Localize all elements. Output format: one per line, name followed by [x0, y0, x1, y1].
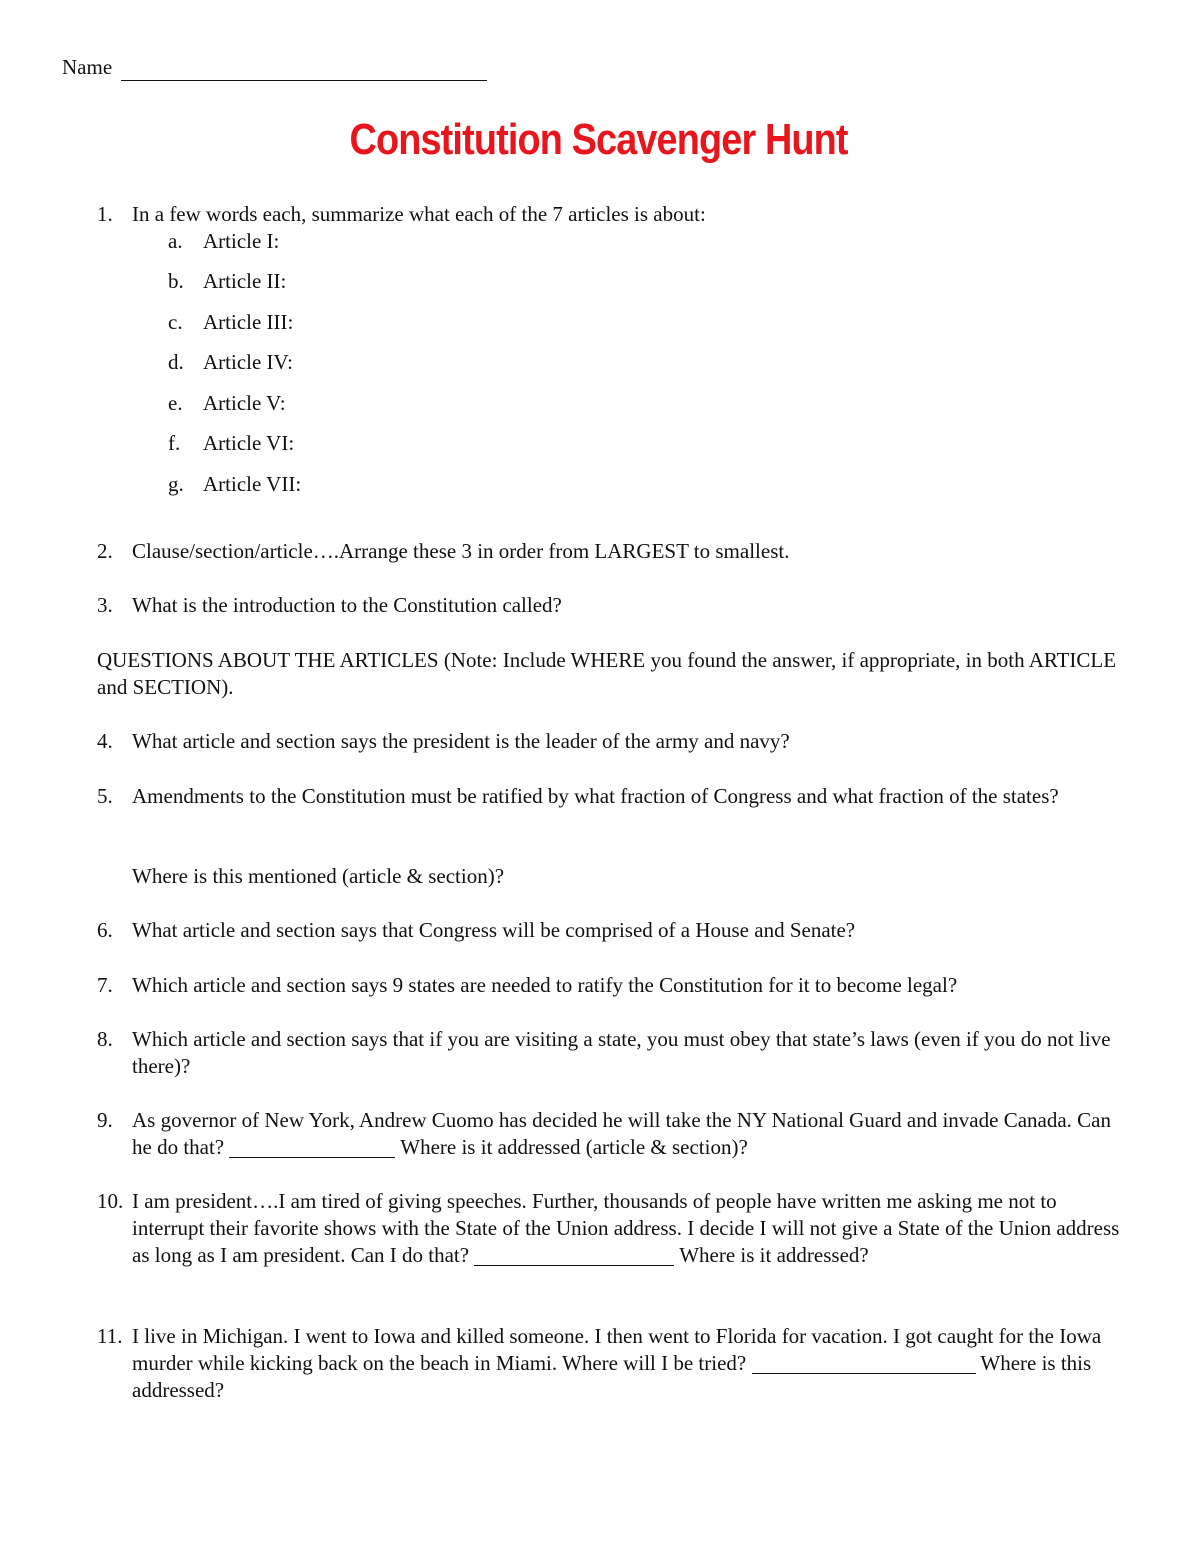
- article-item: [168, 471, 301, 498]
- article-item: [168, 390, 286, 417]
- question-text-part: I am president….I am tired of giving speeches. Further, thousands of people have written me asking me not to interrupt their favorite shows with the State of the Union address. I decide I will not give a State of the Union address as long as I am president. Can I do that?: [132, 1189, 1120, 1267]
- question-number: 6.: [97, 918, 113, 942]
- question-8: [97, 1026, 1122, 1080]
- question-number: 10.: [97, 1189, 124, 1213]
- item-letter: a.: [168, 229, 183, 253]
- question-number: 5.: [97, 784, 113, 808]
- question-text: What article and section says the president is the leader of the army and navy?: [132, 729, 790, 753]
- question-7: [97, 972, 1122, 999]
- question-number: 3.: [97, 593, 113, 617]
- name-blank[interactable]: [121, 58, 487, 81]
- item-label: Article I:: [203, 229, 280, 253]
- item-letter: d.: [168, 350, 184, 374]
- question-text-part: I live in Michigan. I went to Iowa and killed someone. I then went to Florida for vacation. I got caught for the Iowa murder while kicking back on the beach in Miami. Where will I be tried?: [132, 1324, 1102, 1375]
- question-text: Which article and section says 9 states are needed to ratify the Constitution for it to become legal?: [132, 973, 958, 997]
- question-9: [97, 1107, 1122, 1161]
- item-letter: f.: [168, 431, 181, 455]
- section-note: QUESTIONS ABOUT THE ARTICLES (Note: Include WHERE you found the answer, if appropriate, in both ARTICLE and SECTION).: [97, 648, 1117, 699]
- item-letter: g.: [168, 472, 184, 496]
- question-text: What article and section says that Congress will be comprised of a House and Senate?: [132, 918, 856, 942]
- name-field: [62, 54, 487, 81]
- question-6: [97, 917, 1122, 944]
- item-label: Article IV:: [203, 350, 293, 374]
- question-text: [132, 1323, 1122, 1404]
- question-number: 4.: [97, 729, 113, 753]
- question-10: [97, 1188, 1122, 1269]
- question-2: [97, 538, 1122, 565]
- item-letter: b.: [168, 269, 184, 293]
- question-text: Which article and section says that if you are visiting a state, you must obey that state’s laws (even if you do not live there)?: [132, 1027, 1111, 1078]
- item-letter: e.: [168, 391, 183, 415]
- article-item: [168, 228, 279, 255]
- item-letter: c.: [168, 310, 183, 334]
- question-11: [97, 1323, 1122, 1404]
- question-text: Amendments to the Constitution must be ratified by what fraction of Congress and what fraction of the states?: [132, 784, 1059, 808]
- question-text: [132, 1188, 1122, 1269]
- article-item: [168, 309, 293, 336]
- answer-blank[interactable]: [752, 1353, 976, 1374]
- item-label: Article III:: [203, 310, 294, 334]
- question-text: What is the introduction to the Constitution called?: [132, 593, 562, 617]
- answer-blank[interactable]: [229, 1137, 395, 1158]
- question-number: 2.: [97, 539, 113, 563]
- question-5: [97, 783, 1122, 810]
- question-3: [97, 592, 1122, 619]
- item-label: Article VII:: [203, 472, 302, 496]
- question-text-part: Where is it addressed (article & section)?: [400, 1135, 748, 1159]
- question-number: 1.: [97, 202, 113, 226]
- item-label: Article V:: [203, 391, 286, 415]
- article-item: [168, 430, 294, 457]
- question-number: 7.: [97, 973, 113, 997]
- question-1: [97, 201, 1122, 228]
- question-text-part: As governor of New York, Andrew Cuomo has decided he will take the NY National Guard and invade Canada. Can he do that?: [132, 1108, 1111, 1159]
- item-label: Article II:: [203, 269, 287, 293]
- question-text: Clause/section/article….Arrange these 3 in order from LARGEST to smallest.: [132, 539, 790, 563]
- question-5-followup: [97, 863, 1122, 890]
- article-item: [168, 268, 286, 295]
- worksheet-title: Constitution Scavenger Hunt: [349, 115, 848, 164]
- question-number: 8.: [97, 1027, 113, 1051]
- question-text-part: Where is this addressed?: [132, 1351, 1092, 1402]
- question-number: 11.: [97, 1324, 123, 1348]
- question-text: In a few words each, summarize what each of the 7 articles is about:: [132, 202, 706, 226]
- answer-blank[interactable]: [474, 1245, 674, 1266]
- item-label: Article VI:: [203, 431, 295, 455]
- question-text-part: Where is it addressed?: [679, 1243, 869, 1267]
- article-item: [168, 349, 293, 376]
- name-label: Name: [62, 55, 113, 79]
- question-4: [97, 728, 1122, 755]
- question-followup-text: Where is this mentioned (article & section)?: [132, 864, 505, 888]
- question-number: 9.: [97, 1108, 113, 1132]
- question-text: [132, 1107, 1122, 1161]
